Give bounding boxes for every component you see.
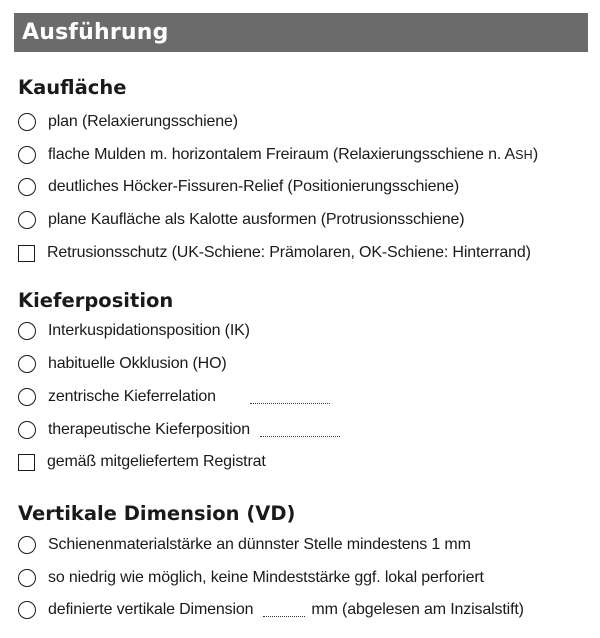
radio-button[interactable] [18,178,36,196]
option-definierte-vd[interactable] [18,601,524,619]
option-label: deutliches Höcker-Fissuren-Relief (Positionierungsschiene) [48,178,460,195]
option-materialstaerke[interactable] [18,536,471,554]
option-label: definierte vertikale Dimension [48,601,254,618]
section-title-vertikale-dimension: Vertikale Dimension (VD) [18,502,296,525]
option-habituelle-okklusion[interactable] [18,355,227,373]
fill-in-blank[interactable] [263,604,305,617]
radio-button[interactable] [18,113,36,131]
radio-button[interactable] [18,421,36,439]
option-flache-mulden[interactable] [18,146,538,164]
radio-button[interactable] [18,569,36,587]
option-label: habituelle Okklusion (HO) [48,355,227,372]
option-zentrische-kieferrelation[interactable] [18,388,330,406]
option-label: plane Kaufläche als Kalotte ausformen (Protrusionsschiene) [48,211,465,228]
option-label: gemäß mitgeliefertem Registrat [47,453,266,470]
option-label: flache Mulden m. horizontalem Freiraum (Relaxierungsschiene n. ASH) [48,146,539,163]
radio-button[interactable] [18,211,36,229]
option-so-niedrig[interactable] [18,569,484,587]
option-therapeutische-kieferposition[interactable] [18,421,340,439]
checkbox[interactable] [18,245,35,262]
option-plan[interactable] [18,113,238,131]
option-registrat[interactable] [18,453,266,471]
radio-button[interactable] [18,536,36,554]
option-label: zentrische Kieferrelation [48,388,216,405]
radio-button[interactable] [18,601,36,619]
radio-button[interactable] [18,355,36,373]
radio-button[interactable] [18,322,36,340]
option-interkuspidationsposition[interactable] [18,322,250,340]
option-label: plan (Relaxierungsschiene) [48,113,238,130]
section-header-bar [14,13,588,52]
option-label: Retrusionsschutz (UK-Schiene: Prämolaren, OK-Schiene: Hinterrand) [47,244,531,261]
option-retrusionsschutz[interactable] [18,244,531,262]
option-label: therapeutische Kieferposition [48,421,251,438]
option-label: Schienenmaterialstärke an dünnster Stelle mindestens 1 mm [48,536,471,553]
section-title-kauflaeche: Kaufläche [18,76,127,99]
radio-button[interactable] [18,388,36,406]
option-label: Interkuspidationsposition (IK) [48,322,250,339]
checkbox[interactable] [18,454,35,471]
fill-in-blank[interactable] [260,424,340,437]
option-label: so niedrig wie möglich, keine Mindeststärke ggf. lokal perforiert [48,569,484,586]
option-label-after: mm (abgelesen am Inzisalstift) [311,601,524,618]
option-hoecker-fissuren-relief[interactable] [18,178,459,196]
header-title: Ausführung [22,20,169,45]
option-plane-kauflaeche[interactable] [18,211,464,229]
section-title-kieferposition: Kieferposition [18,289,174,312]
fill-in-blank[interactable] [250,391,330,404]
radio-button[interactable] [18,146,36,164]
